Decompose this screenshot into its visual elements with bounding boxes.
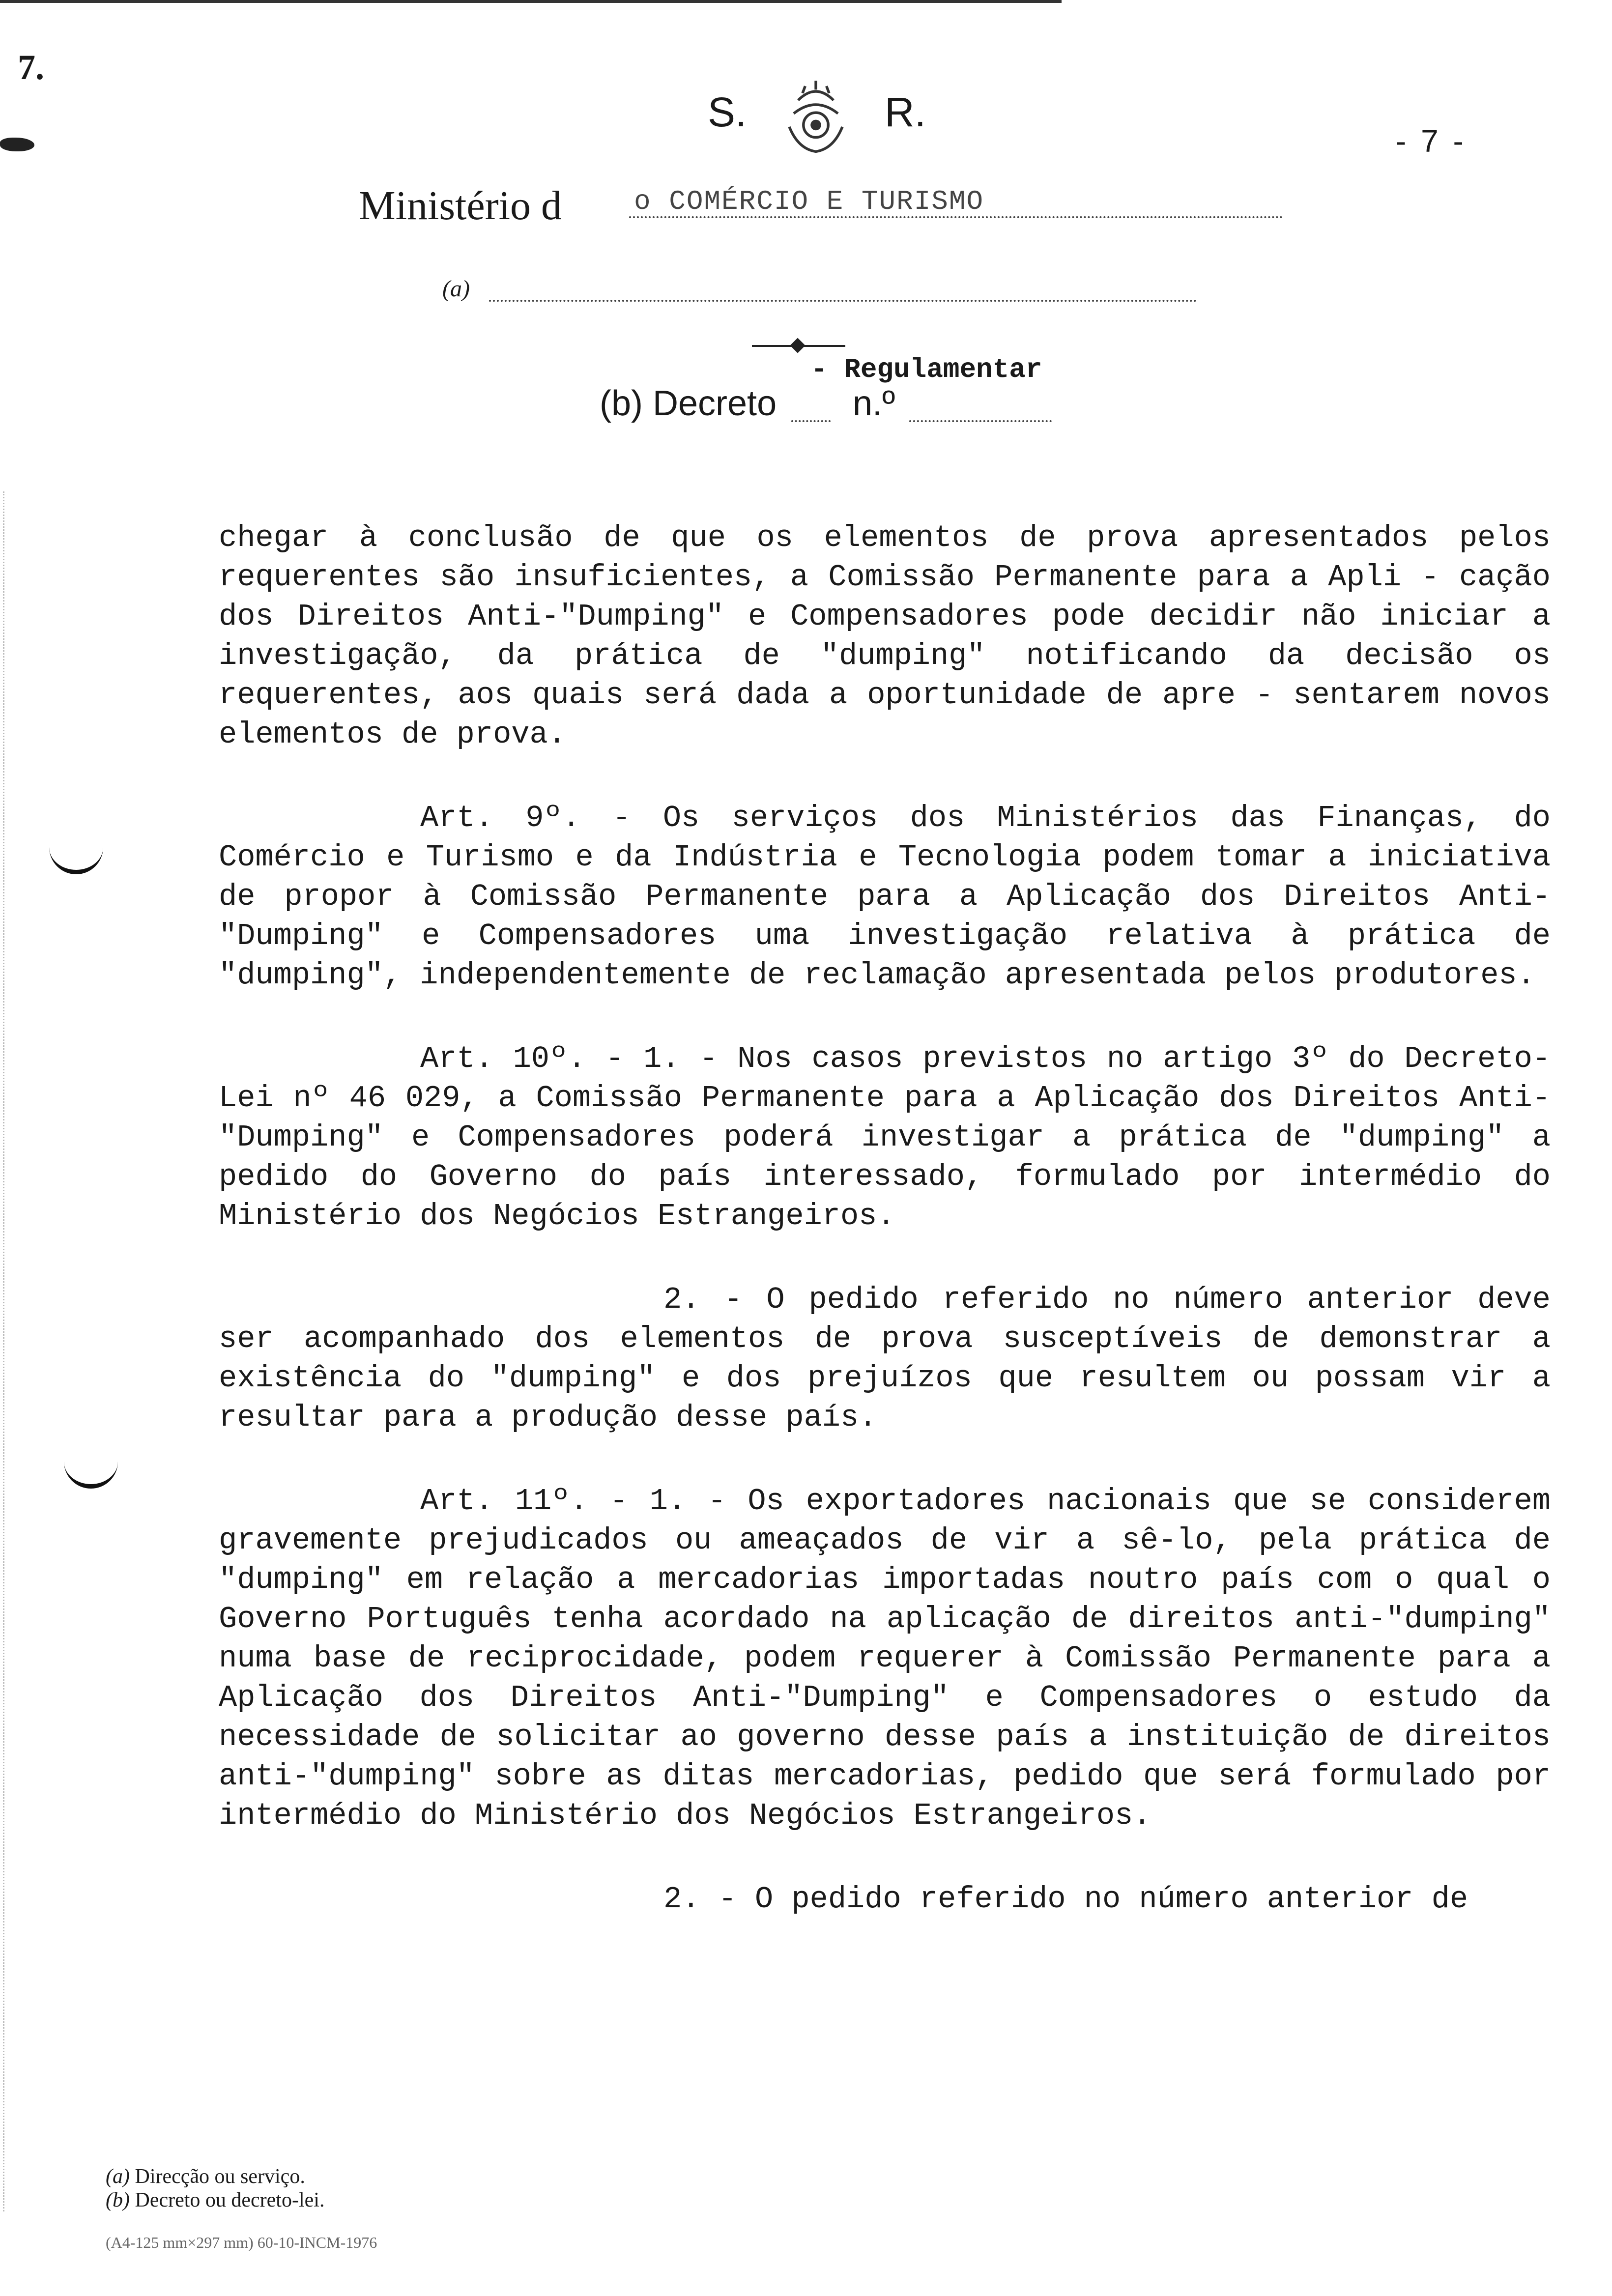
field-a-dotted-line [489, 300, 1197, 302]
footnote-a-marker: (a) [106, 2165, 130, 2188]
decree-type: - Regulamentar [811, 354, 1042, 385]
paragraph-art-10-1: Art. 10º. - 1. - Nos casos previstos no artigo 3º do Decreto-Lei nº 46 029, a Comissão Permanente para a Aplicação dos Direitos Anti-"Dumping" e Compensadores poderá investigar a prática de "dumping" a pedido do Governo do país interessado, formulado por intermédio do Ministério dos Negócios Estrangeiros. [219, 1041, 1551, 1234]
paragraph-art-11-2: 2. - O pedido referido no número anterior de [663, 1882, 1468, 1917]
header-s: S. [708, 89, 747, 135]
footnote-b [106, 2188, 324, 2212]
margin-dots [3, 491, 6, 2211]
margin-hole-mark [49, 840, 103, 874]
paragraph-art-9: Art. 9º. - Os serviços dos Ministérios das Finanças, do Comércio e Turismo e da Indústria e Tecnologia podem tomar a iniciativa de propor à Comissão Permanente para a Aplicação dos Direitos Anti-"Dumping" e Compensadores uma investigação relativa à prática de "dumping", independentemente de reclamação apresentada pelos produtores. [219, 801, 1551, 993]
top-rule [0, 0, 1062, 3]
corner-mark: 7. [18, 48, 44, 87]
decree-label: (b) Decreto [600, 384, 777, 423]
margin-hole-mark [64, 1455, 118, 1489]
footnote-b-text: Decreto ou decreto-lei. [135, 2189, 325, 2211]
paragraph-art-10-2: 2. - O pedido referido no número anterior deve ser acompanhado dos elementos de prova susceptíveis de demonstrar a existência do "dumping" e dos prejuízos que resultem ou possam vir a resultar para a produção desse país. [219, 1282, 1551, 1435]
printer-code: (A4-125 mm×297 mm) 60-10-INCM-1976 [106, 2234, 377, 2251]
footnote-b-marker: (b) [106, 2189, 130, 2211]
page-number: - 7 - [1396, 123, 1467, 159]
ministry-name: o COMÉRCIO E TURISMO [634, 186, 984, 217]
decree-number-dotted-line [909, 420, 1052, 422]
decree-number-label: n.º [853, 384, 895, 423]
footnote-a-text: Direcção ou serviço. [135, 2165, 305, 2188]
decree-dotted-line [791, 420, 831, 422]
coat-of-arms-icon [772, 74, 860, 162]
document-body [219, 518, 1551, 1963]
footnotes [106, 2165, 324, 2212]
footnote-a [106, 2165, 324, 2188]
header-r: R. [885, 89, 926, 135]
ink-blot [0, 138, 34, 151]
ministry-dotted-line [629, 216, 1283, 218]
paragraph-art-11-1: Art. 11º. - 1. - Os exportadores nacionais que se considerem gravemente prejudicados ou ameaçados de vir a sê-lo, pela prática de "dumping" em relação a mercadorias importadas noutro país com o qual o Governo Português tenha acordado na aplicação de direitos anti-"dumping" numa base de reciprocidade, podem requerer à Comissão Permanente para a Aplicação dos Direitos Anti-"Dumping" e Compensadores o estudo da necessidade de solicitar ao governo desse país a instituição de direitos anti-"dumping" sobre as ditas mercadorias, pedido que será formulado por intermédio do Ministério dos Negócios Estrangeiros. [219, 1484, 1551, 1833]
ministry-label: Ministério d [359, 183, 562, 229]
paragraph-continuation: chegar à conclusão de que os elementos de prova apresentados pelos requerentes são insuficientes, a Comissão Permanente para a Apli - cação dos Direitos Anti-"Dumping" e Compensadores pode decidir não iniciar a investigação, da prática de "dumping" notificando da decisão os requerentes, aos quais será dada a oportunidade de apre - sentarem novos elementos de prova. [219, 520, 1551, 752]
field-a-label: (a) [442, 276, 470, 302]
ornament-diamond [790, 338, 805, 353]
